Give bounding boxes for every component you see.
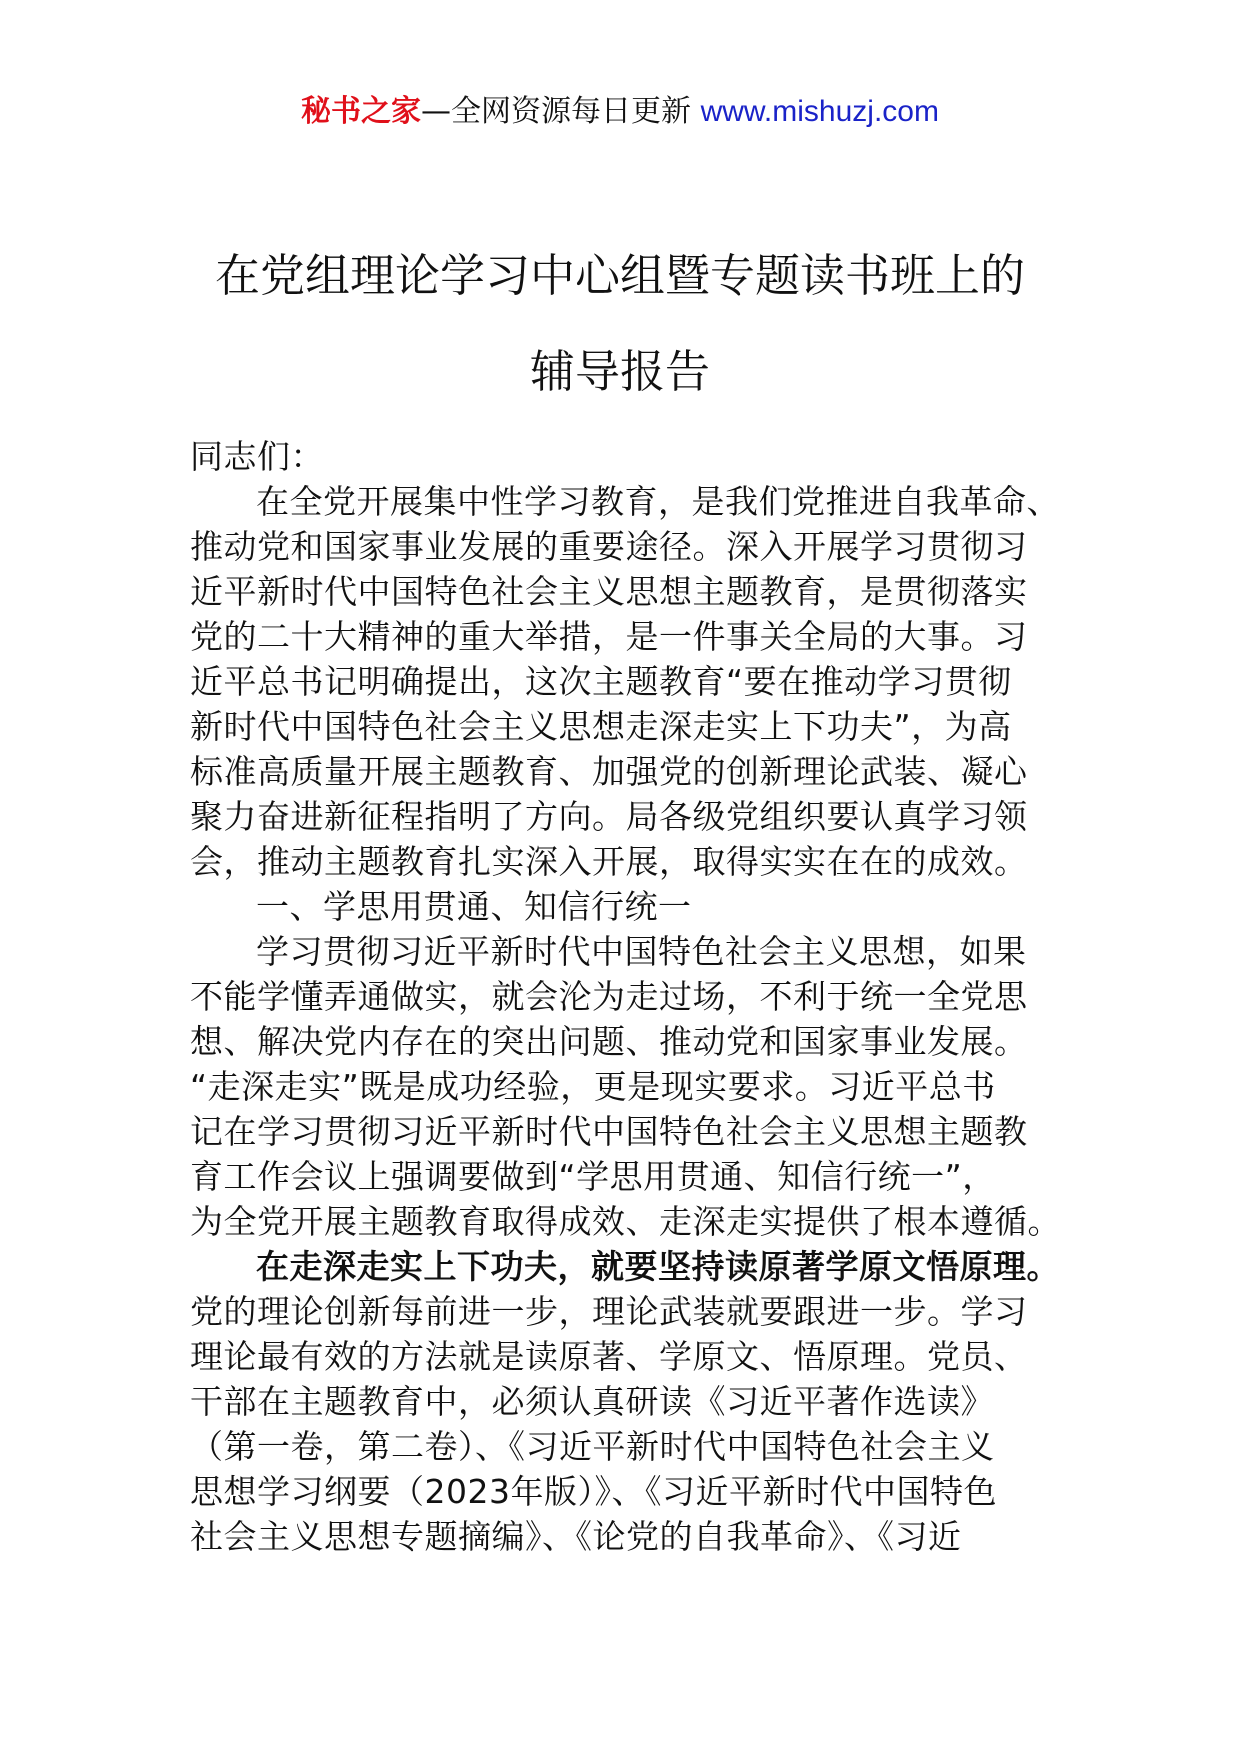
body-line: 近平新时代中国特色社会主义思想主题教育，是贯彻落实 <box>190 572 1028 611</box>
body-line: 为全党开展主题教育取得成效、走深走实提供了根本遵循。 <box>190 1202 1061 1241</box>
body-line: 近平总书记明确提出，这次主题教育“要在推动学习贯彻 <box>190 662 1012 701</box>
body-line: 会，推动主题教育扎实深入开展，取得实实在在的成效。 <box>190 842 1028 881</box>
body-line: 新时代中国特色社会主义思想走深走实上下功夫”，为高 <box>190 707 1012 746</box>
title-line-2: 辅导报告 <box>529 345 710 398</box>
body-line: 不能学懂弄通做实，就会沦为走过场，不利于统一全党思 <box>190 977 1028 1016</box>
body-line: “走深走实”既是成功经验，更是现实要求。习近平总书 <box>190 1067 996 1106</box>
site-url-link[interactable]: www.mishuzj.com <box>700 95 939 128</box>
body-line: 党的理论创新每前进一步，理论武装就要跟进一步。学习 <box>190 1292 1028 1331</box>
document-title <box>0 228 1240 420</box>
body-line: 干部在主题教育中，必须认真研读《习近平著作选读》 <box>190 1382 994 1421</box>
section-heading: 一、学思用贯通、知信行统一 <box>256 887 692 926</box>
body-line: 党的二十大精神的重大举措，是一件事关全局的大事。习 <box>190 617 1028 656</box>
title-line-1: 在党组理论学习中心组暨专题读书班上的 <box>214 249 1025 302</box>
bold-subheading: 在走深走实上下功夫，就要坚持读原著学原文悟原理。 <box>256 1247 1060 1286</box>
salutation: 同志们： <box>190 437 324 476</box>
body-line: 在全党开展集中性学习教育，是我们党推进自我革命、 <box>256 482 1060 521</box>
body-line: 思想学习纲要（2023年版）》、《习近平新时代中国特色 <box>190 1472 997 1511</box>
body-line: 聚力奋进新征程指明了方向。局各级党组织要认真学习领 <box>190 797 1028 836</box>
site-brand: 秘书之家 <box>301 94 422 129</box>
body-line: 社会主义思想专题摘编》、《论党的自我革命》、《习近 <box>190 1517 962 1556</box>
body-line: 育工作会议上强调要做到“学思用贯通、知信行统一”， <box>190 1157 996 1196</box>
body-line: 理论最有效的方法就是读原著、学原文、悟原理。党员、 <box>190 1337 1028 1376</box>
body-line: 标准高质量开展主题教育、加强党的创新理论武装、凝心 <box>190 752 1028 791</box>
body-line: 想、解决党内存在的突出问题、推动党和国家事业发展。 <box>190 1022 1028 1061</box>
body-line: 记在学习贯彻习近平新时代中国特色社会主义思想主题教 <box>190 1112 1028 1151</box>
body-line: 学习贯彻习近平新时代中国特色社会主义思想，如果 <box>256 932 1027 971</box>
site-slogan: —全网资源每日更新 <box>421 94 692 129</box>
site-header <box>0 92 1240 132</box>
document-body <box>190 434 1090 1559</box>
body-line: （第一卷，第二卷）、《习近平新时代中国特色社会主义 <box>190 1427 995 1466</box>
body-line: 推动党和国家事业发展的重要途径。深入开展学习贯彻习 <box>190 527 1028 566</box>
